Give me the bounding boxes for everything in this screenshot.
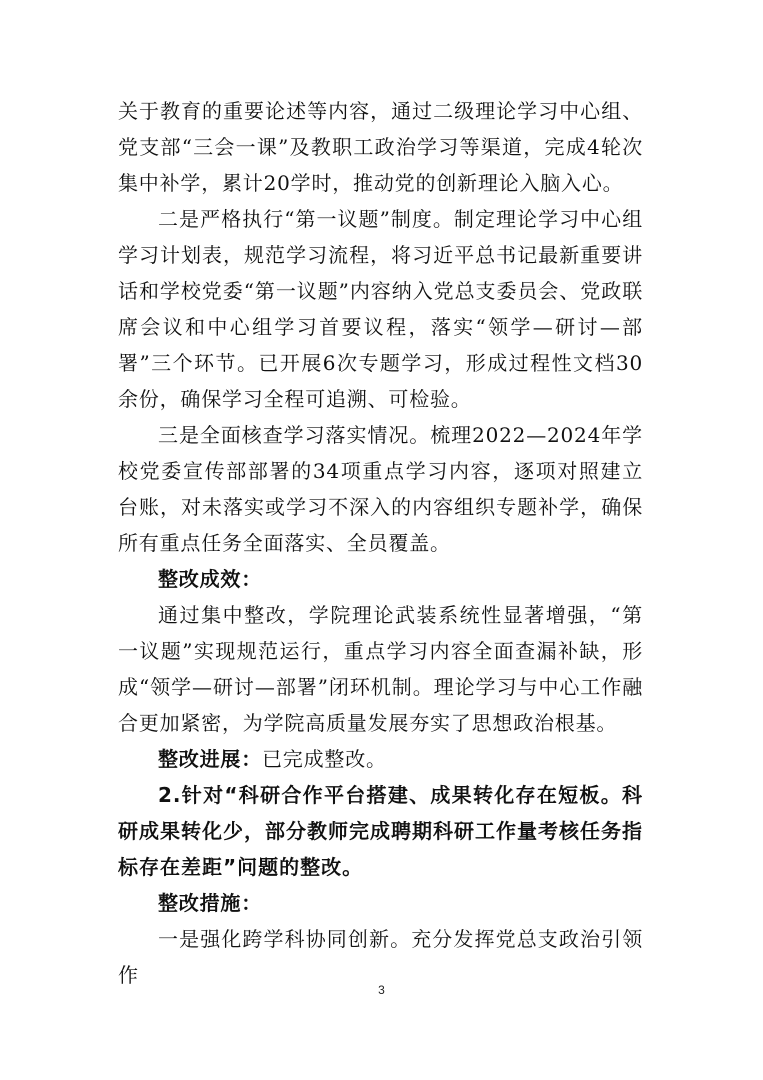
rectification-effect-text: 通过集中整改，学院理论武装系统性显著增强，“第一议题”实现规范运行，重点学习内容全面查漏补缺，形成“领学—研讨—部署”闭环机制。理论学习与中心工作融合更加紧密，为学院高质量发展夯实了思想政治根基。 xyxy=(118,603,643,735)
document-body xyxy=(118,93,643,993)
rectification-progress-label: 整改进展： xyxy=(158,747,262,771)
rectification-measures-label: 整改措施： xyxy=(158,891,262,915)
paragraph-cross-discipline: 一是强化跨学科协同创新。充分发挥党总支政治引领作 xyxy=(118,927,643,987)
paragraph-continued: 关于教育的重要论述等内容，通过二级理论学习中心组、党支部“三会一课”及教职工政治学习等渠道，完成4轮次集中补学，累计20学时，推动党的创新理论入脑入心。 xyxy=(118,99,643,195)
page-number: 3 xyxy=(378,983,385,997)
rectification-effect-label-line xyxy=(118,561,643,597)
paragraph-first-topic-system: 二是严格执行“第一议题”制度。制定理论学习中心组学习计划表，规范学习流程，将习近平总书记最新重要讲话和学校党委“第一议题”内容纳入党总支委员会、党政联席会议和中心组学习首要议程，落实“领学—研讨—部署”三个环节。已开展6次专题学习，形成过程性文档30余份，确保学习全程可追溯、可检验。 xyxy=(118,207,643,411)
rectification-progress-line xyxy=(118,741,643,777)
rectification-progress-text: 已完成整改。 xyxy=(262,747,387,771)
rectification-measures-label-line xyxy=(118,885,643,921)
item-2-heading: 2.针对“科研合作平台搭建、成果转化存在短板。科研成果转化少，部分教师完成聘期科研工作量考核任务指标存在差距”问题的整改。 xyxy=(118,783,643,879)
rectification-effect-label: 整改成效： xyxy=(158,567,262,591)
paragraph-check-implementation: 三是全面核查学习落实情况。梳理2022—2024年学校党委宣传部部署的34项重点学习内容，逐项对照建立台账，对未落实或学习不深入的内容组织专题补学，确保所有重点任务全面落实、全员覆盖。 xyxy=(118,423,643,555)
